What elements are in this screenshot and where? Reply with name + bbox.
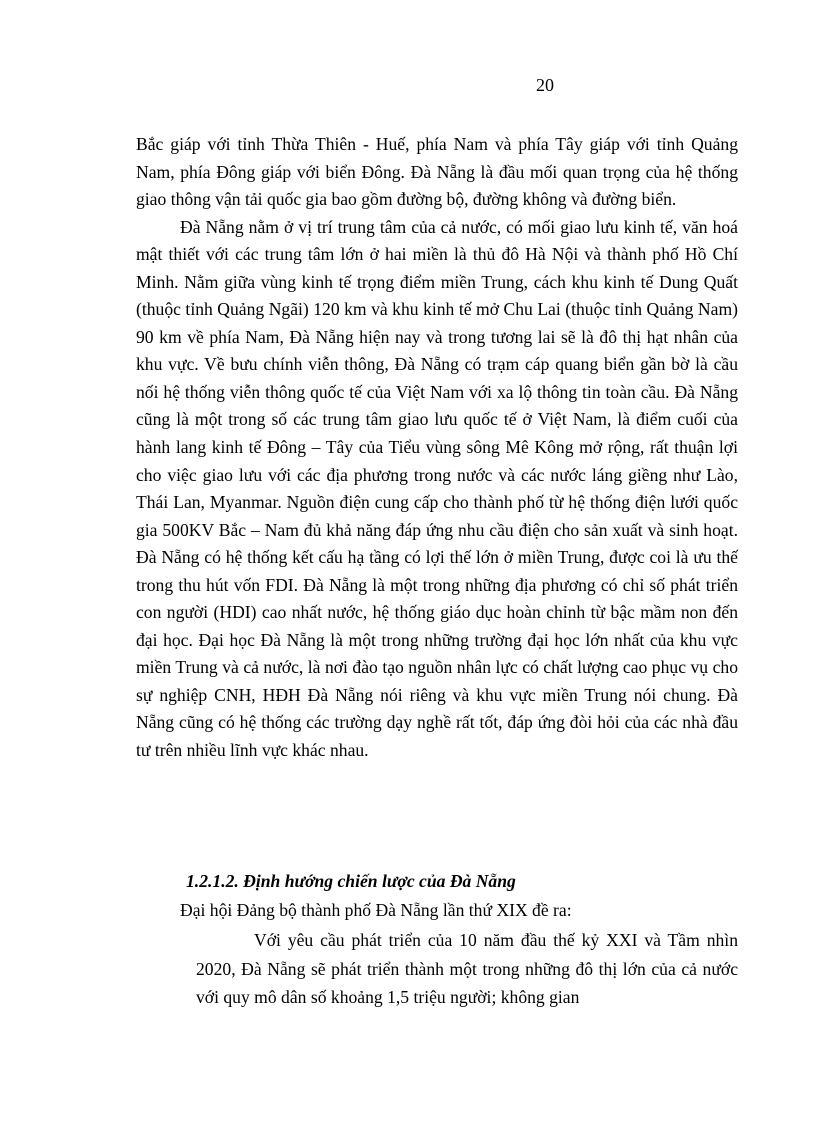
page-number: 20 [536, 75, 554, 95]
intro-line: Đại hội Đảng bộ thành phố Đà Nẵng lần thứ XIX đề ra: [180, 900, 572, 920]
section-heading: 1.2.1.2. Định hướng chiến lược của Đà Nẵng [186, 871, 516, 891]
body-text [136, 131, 738, 765]
paragraph-2: Đà Nẵng nằm ở vị trí trung tâm của cả nước, có mối giao lưu kinh tế, văn hoá mật thiết với các trung tâm lớn ở hai miền là thủ đô Hà Nội và thành phố Hồ Chí Minh. Nằm giữa vùng kinh tế trọng điểm miền Trung, cách khu kinh tế Dung Quất (thuộc tỉnh Quảng Ngãi) 120 km và khu kinh tế mở Chu Lai (thuộc tỉnh Quảng Nam) 90 km về phía Nam, Đà Nẵng hiện nay và trong tương lai sẽ là đô thị hạt nhân của khu vực. Về bưu chính viễn thông, Đà Nẵng có trạm cáp quang biển gần bờ là cầu nối hệ thống viễn thông quốc tế của Việt Nam với xa lộ thông tin toàn cầu. Đà Nẵng cũng là một trong số các trung tâm giao lưu quốc tế ở Việt Nam, là điểm cuối của hành lang kinh tế Đông – Tây của Tiểu vùng sông Mê Kông mở rộng, rất thuận lợi cho việc giao lưu với các địa phương trong nước và các nước láng giềng như Lào, Thái Lan, Myanmar. Nguồn điện cung cấp cho thành phố từ hệ thống điện lưới quốc gia 500KV Bắc – Nam đủ khả năng đáp ứng nhu cầu điện cho sản xuất và sinh hoạt. Đà Nẵng có hệ thống kết cấu hạ tầng có lợi thế lớn ở miền Trung, được coi là ưu thế trong thu hút vốn FDI. Đà Nẵng là một trong những địa phương có chỉ số phát triển con người (HDI) cao nhất nước, hệ thống giáo dục hoàn chỉnh từ bậc mầm non đến đại học. Đại học Đà Nẵng là một trong những trường đại học lớn nhất của khu vực miền Trung và cả nước, là nơi đào tạo nguồn nhân lực có chất lượng cao phục vụ cho sự nghiệp CNH, HĐH Đà Nẵng nói riêng và khu vực miền Trung nói chung. Đà Nẵng cũng có hệ thống các trường dạy nghề rất tốt, đáp ứng đòi hỏi của các nhà đầu tư trên nhiều lĩnh vực khác nhau. [136, 216, 738, 761]
quote-paragraph: Với yêu cầu phát triển của 10 năm đầu thế kỷ XXI và Tầm nhìn 2020, Đà Nẵng sẽ phát triển thành một trong những đô thị lớn của cả nước với quy mô dân số khoảng 1,5 triệu người; không gian [196, 930, 738, 1007]
paragraph-1: Bắc giáp với tỉnh Thừa Thiên - Huế, phía Nam và phía Tây giáp với tỉnh Quảng Nam, phía Đông giáp với biển Đông. Đà Nẵng là đầu mối quan trọng của hệ thống giao thông vận tải quốc gia bao gồm đường bộ, đường không và đường biển. [136, 134, 738, 210]
